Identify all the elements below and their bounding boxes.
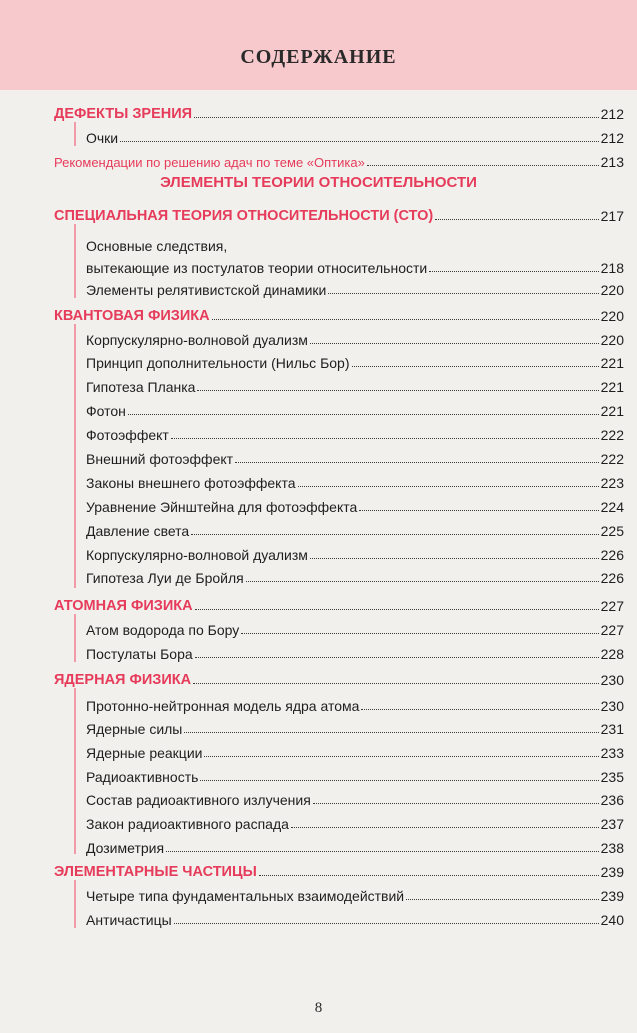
toc-item[interactable] [86,421,624,443]
toc-page-number: 222 [600,427,624,443]
toc-page-number: 225 [600,523,624,539]
toc-page-number: 223 [600,475,624,491]
dot-leader [204,756,598,757]
dot-leader [171,438,599,439]
dot-leader [328,293,598,294]
toc-item[interactable] [86,692,624,714]
toc-label: ДЕФЕКТЫ ЗРЕНИЯ [54,106,193,122]
dot-leader [195,609,599,610]
toc-item[interactable] [86,810,624,832]
toc-label: Состав радиоактивного излучения [86,792,311,808]
toc-label: Элементы релятивистской динамики [86,282,327,298]
header-band [0,0,637,90]
toc-label: Внешний фотоэффект [86,451,234,467]
dot-leader [406,899,599,900]
toc-page-number: 218 [600,260,624,276]
toc-page-number: 222 [600,451,624,467]
toc-section[interactable] [54,592,624,614]
section-bar [74,224,76,298]
toc-label: Гипотеза Луи де Бройля [86,570,244,586]
toc-label: Фотон [86,403,126,419]
toc-item-label-line1: Основные следствия, [86,238,228,254]
dot-leader [184,732,598,733]
toc-page-number: 213 [600,154,624,170]
toc-item[interactable] [86,326,624,348]
toc-item[interactable] [86,882,624,904]
dot-leader [194,117,599,118]
toc-item[interactable] [86,616,624,638]
toc-label: Корпускулярно-волновой дуализм [86,547,308,563]
toc-label: Ядерные реакции [86,745,203,761]
dot-leader [359,510,598,511]
page-title: СОДЕРЖАНИЕ [240,46,397,68]
toc-page-number: 226 [600,547,624,563]
dot-leader [212,319,599,320]
toc-page-number: 224 [600,499,624,515]
toc-page-number: 239 [600,888,624,904]
toc-item[interactable] [86,469,624,491]
toc-section[interactable] [54,100,624,122]
toc-item[interactable] [86,906,624,928]
toc-label: ЯДЕРНАЯ ФИЗИКА [54,672,192,688]
toc-label: КВАНТОВАЯ ФИЗИКА [54,308,210,324]
toc-item[interactable] [86,445,624,467]
dot-leader [120,141,599,142]
toc-page-number: 217 [600,208,624,224]
dot-leader [241,633,598,634]
toc-page-number: 231 [600,721,624,737]
toc-item[interactable] [86,786,624,808]
toc-label: Гипотеза Планка [86,379,196,395]
dot-leader [193,683,599,684]
section-bar [74,324,76,588]
dot-leader [310,558,599,559]
toc-item[interactable] [86,517,624,539]
toc-item[interactable] [86,834,624,856]
toc-label: Постулаты Бора [86,646,193,662]
toc-page-number: 227 [600,622,624,638]
dot-leader [298,486,599,487]
toc-item[interactable] [86,715,624,737]
toc-page-number: 230 [600,672,624,688]
toc-label: АТОМНАЯ ФИЗИКА [54,598,193,614]
toc-label: Античастицы [86,912,172,928]
toc-item[interactable] [86,232,624,276]
toc-page-number: 221 [600,379,624,395]
toc-label: Радиоактивность [86,769,199,785]
toc-page-number: 220 [600,308,624,324]
toc-page-number: 233 [600,745,624,761]
toc-section[interactable] [54,302,624,324]
toc-page-number: 228 [600,646,624,662]
dot-leader [259,875,599,876]
toc-label: Очки [86,130,119,146]
section-bar [74,122,76,146]
toc-page-number: 235 [600,769,624,785]
toc-item[interactable] [86,373,624,395]
dot-leader [166,851,599,852]
toc-page-number: 226 [600,570,624,586]
dot-leader [246,581,599,582]
toc-label: СПЕЦИАЛЬНАЯ ТЕОРИЯ ОТНОСИТЕЛЬНОСТИ (СТО) [54,208,434,224]
toc-label: Рекомендации по решению адач по теме «Оптика» [54,155,365,170]
section-bar [74,614,76,662]
section-bar [74,880,76,928]
dot-leader [197,390,598,391]
toc-page-number: 236 [600,792,624,808]
toc-label: Уравнение Эйнштейна для фотоэффекта [86,499,358,515]
toc-label: Атом водорода по Бору [86,622,240,638]
toc-recommendation[interactable] [54,148,624,170]
dot-leader [435,219,598,220]
toc-page-number: 212 [600,106,624,122]
toc-page-number: 221 [600,403,624,419]
dot-leader [352,366,599,367]
toc-label: Принцип дополнительности (Нильс Бор) [86,355,350,371]
toc-label: Протонно-нейтронная модель ядра атома [86,698,360,714]
toc-page-number: 212 [600,130,624,146]
toc-label: Фотоэффект [86,427,169,443]
toc-item[interactable] [86,564,624,586]
dot-leader [367,165,599,166]
dot-leader [291,827,599,828]
dot-leader [174,923,599,924]
toc-label: вытекающие из постулатов теории относительности [86,260,428,276]
toc-item[interactable] [86,739,624,761]
toc-page-number: 220 [600,332,624,348]
toc-item[interactable] [86,124,624,146]
toc-page-number: 220 [600,282,624,298]
toc-item[interactable] [86,640,624,662]
section-bar [74,688,76,854]
toc-label: Закон радиоактивного распада [86,816,289,832]
toc-label: Дозиметрия [86,840,165,856]
toc-item[interactable] [86,276,624,298]
dot-leader [235,462,599,463]
dot-leader [128,414,599,415]
toc-label: Ядерные силы [86,721,183,737]
toc-item[interactable] [86,349,624,371]
dot-leader [361,709,598,710]
chapter-heading: ЭЛЕМЕНТЫ ТЕОРИИ ОТНОСИТЕЛЬНОСТИ [160,174,477,191]
dot-leader [191,534,598,535]
toc-section[interactable] [54,666,624,688]
toc-label: Корпускулярно-волновой дуализм [86,332,308,348]
toc-item[interactable] [86,397,624,419]
toc-page-number: 238 [600,840,624,856]
toc-label: Законы внешнего фотоэффекта [86,475,296,491]
toc-section[interactable] [54,202,624,224]
toc-page-number: 230 [600,698,624,714]
toc-page-number: 240 [600,912,624,928]
toc-item[interactable] [86,541,624,563]
dot-leader [310,343,599,344]
toc-section[interactable] [54,858,624,880]
toc-page-number: 237 [600,816,624,832]
toc-page-number: 239 [600,864,624,880]
toc-item[interactable] [86,493,624,515]
toc-page-number: 227 [600,598,624,614]
dot-leader [200,780,598,781]
dot-leader [429,271,598,272]
toc-item[interactable] [86,763,624,785]
dot-leader [313,803,599,804]
dot-leader [195,657,599,658]
toc-label: ЭЛЕМЕНТАРНЫЕ ЧАСТИЦЫ [54,864,257,880]
toc-label: Давление света [86,523,190,539]
toc-label: Четыре типа фундаментальных взаимодействий [86,888,405,904]
toc-page-number: 221 [600,355,624,371]
page-number: 8 [314,1000,323,1016]
